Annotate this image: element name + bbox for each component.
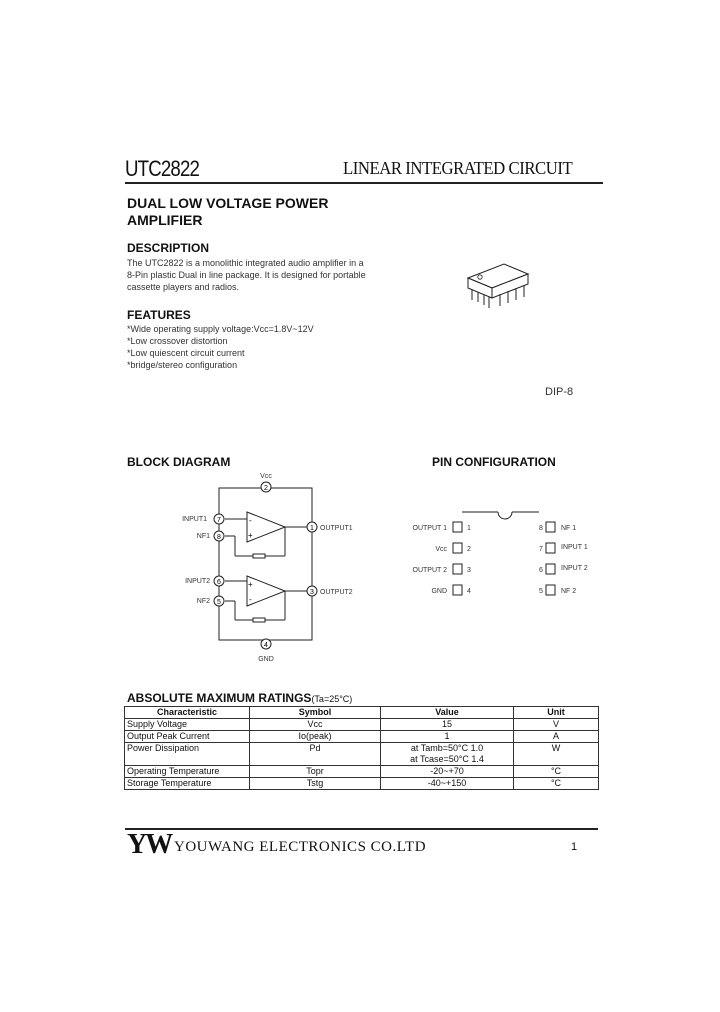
pin-number: 4 bbox=[264, 642, 268, 649]
cell-unit: A bbox=[514, 731, 599, 743]
block-diagram bbox=[180, 468, 380, 668]
page-title bbox=[127, 195, 328, 229]
pin-number: 2 bbox=[264, 485, 268, 492]
pin-config-left-num: 1 bbox=[467, 525, 471, 532]
pin-config-left-label: GND bbox=[431, 588, 447, 595]
table-row bbox=[125, 719, 599, 731]
footer-rule bbox=[125, 828, 598, 830]
pin-config-left-label: OUTPUT 2 bbox=[412, 567, 447, 574]
cell-characteristic: Storage Temperature bbox=[125, 778, 250, 790]
cell-symbol: Pd bbox=[250, 743, 381, 766]
table-row bbox=[125, 766, 599, 778]
gnd-label: GND bbox=[258, 656, 274, 663]
cell-value bbox=[381, 743, 514, 766]
pin-number: 8 bbox=[217, 534, 221, 541]
pin-config-right-label: NF 1 bbox=[561, 525, 577, 532]
company-logo: YW bbox=[127, 829, 172, 860]
column-header: Unit bbox=[514, 707, 599, 719]
header-rule bbox=[125, 182, 603, 184]
feature-item: *Low quiescent circuit current bbox=[127, 348, 245, 358]
cell-unit: °C bbox=[514, 766, 599, 778]
svg-text:+: + bbox=[248, 531, 253, 540]
pin-config-right-label: INPUT 1 bbox=[561, 544, 588, 551]
description-heading: DESCRIPTION bbox=[127, 241, 210, 255]
pin-config-right-num: 5 bbox=[539, 588, 543, 595]
part-number: UTC2822 bbox=[125, 156, 200, 181]
pin-label-nf1: NF1 bbox=[196, 533, 210, 540]
features-list bbox=[127, 323, 314, 371]
dip8-package-illustration bbox=[458, 256, 538, 316]
table-row bbox=[125, 731, 599, 743]
pin-number: 3 bbox=[310, 589, 314, 596]
column-header: Characteristic bbox=[125, 707, 250, 719]
ratings-heading: ABSOLUTE MAXIMUM RATINGS bbox=[127, 691, 312, 705]
pin-config-left-num: 2 bbox=[467, 546, 471, 553]
pin-number: 6 bbox=[217, 579, 221, 586]
ratings-table bbox=[124, 706, 599, 790]
svg-text:-: - bbox=[249, 516, 252, 525]
ratings-heading-block bbox=[127, 691, 352, 705]
pin-label-input2: INPUT2 bbox=[185, 578, 210, 585]
vcc-label: Vcc bbox=[260, 473, 272, 480]
description-line: cassette players and radios. bbox=[127, 282, 240, 292]
cell-value: -20~+70 bbox=[381, 766, 514, 778]
package-label: DIP-8 bbox=[545, 386, 574, 398]
block-diagram-heading: BLOCK DIAGRAM bbox=[127, 455, 231, 469]
feature-item: *Low crossover distortion bbox=[127, 336, 228, 346]
pin-config-right-num: 7 bbox=[539, 546, 543, 553]
pin-label-output1: OUTPUT1 bbox=[320, 525, 353, 532]
cell-value-line: at Tamb=50°C 1.0 bbox=[410, 743, 484, 753]
feature-item: *Wide operating supply voltage:Vcc=1.8V~12V bbox=[127, 324, 314, 334]
pin-configuration-diagram bbox=[400, 505, 600, 605]
pin-config-right-num: 6 bbox=[539, 567, 543, 574]
pin-config-left-label: OUTPUT 1 bbox=[412, 525, 447, 532]
svg-text:-: - bbox=[249, 595, 252, 604]
cell-characteristic: Power Dissipation bbox=[125, 743, 250, 766]
pin-number: 7 bbox=[217, 517, 221, 524]
pin-number: 5 bbox=[217, 599, 221, 606]
table-row bbox=[125, 778, 599, 790]
description-line: The UTC2822 is a monolithic integrated audio amplifier in a bbox=[127, 258, 364, 268]
table-row bbox=[125, 743, 599, 766]
cell-characteristic: Supply Voltage bbox=[125, 719, 250, 731]
pin-config-right-label: NF 2 bbox=[561, 588, 577, 595]
column-header: Symbol bbox=[250, 707, 381, 719]
company-name: YOUWANG ELECTRONICS CO.LTD bbox=[174, 839, 427, 855]
ratings-condition: (Ta=25°C) bbox=[311, 694, 353, 704]
pin-config-left-num: 3 bbox=[467, 567, 471, 574]
pin-config-left-num: 4 bbox=[467, 588, 471, 595]
page-number: 1 bbox=[571, 841, 578, 853]
cell-value: 15 bbox=[381, 719, 514, 731]
svg-text:+: + bbox=[248, 580, 253, 589]
pin-config-right-label: INPUT 2 bbox=[561, 565, 588, 572]
document-category: LINEAR INTEGRATED CIRCUIT bbox=[343, 158, 573, 178]
cell-unit: V bbox=[514, 719, 599, 731]
pin-label-nf2: NF2 bbox=[196, 598, 210, 605]
pin-config-left-label: Vcc bbox=[435, 546, 447, 553]
cell-value: 1 bbox=[381, 731, 514, 743]
title-line-1: DUAL LOW VOLTAGE POWER bbox=[127, 195, 329, 211]
features-heading: FEATURES bbox=[127, 308, 191, 322]
cell-symbol: Vcc bbox=[250, 719, 381, 731]
pin-label-output2: OUTPUT2 bbox=[320, 589, 353, 596]
cell-value: -40~+150 bbox=[381, 778, 514, 790]
pin-configuration-heading: PIN CONFIGURATION bbox=[432, 455, 556, 469]
feature-item: *bridge/stereo configuration bbox=[127, 360, 238, 370]
cell-characteristic: Operating Temperature bbox=[125, 766, 250, 778]
column-header: Value bbox=[381, 707, 514, 719]
pin-config-right-num: 8 bbox=[539, 525, 543, 532]
cell-symbol: Io(peak) bbox=[250, 731, 381, 743]
pin-label-input1: INPUT1 bbox=[182, 516, 207, 523]
description-line: 8-Pin plastic Dual in line package. It is designed for portable bbox=[127, 270, 366, 280]
title-line-2: AMPLIFIER bbox=[127, 212, 203, 228]
cell-unit: °C bbox=[514, 778, 599, 790]
cell-characteristic: Output Peak Current bbox=[125, 731, 250, 743]
description-text bbox=[127, 257, 366, 293]
cell-symbol: Topr bbox=[250, 766, 381, 778]
cell-symbol: Tstg bbox=[250, 778, 381, 790]
cell-unit: W bbox=[514, 743, 599, 766]
pin-number: 1 bbox=[310, 525, 314, 532]
table-header-row bbox=[125, 707, 599, 719]
cell-value-line: at Tcase=50°C 1.4 bbox=[410, 754, 484, 764]
